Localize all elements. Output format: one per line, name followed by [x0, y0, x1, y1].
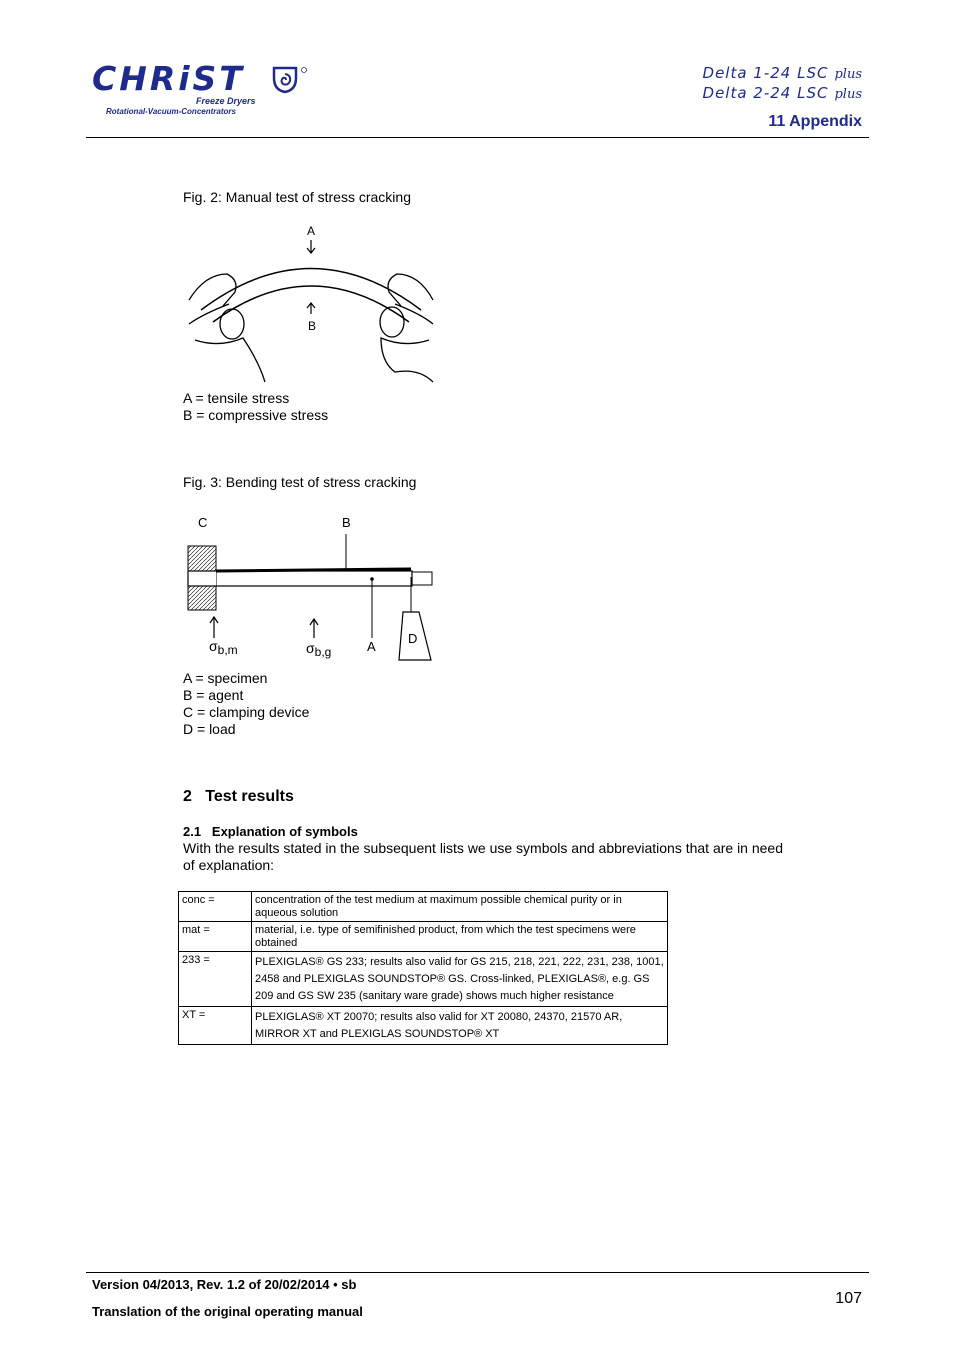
subsection-heading: 2.1 Explanation of symbols: [183, 824, 358, 839]
table-row: [179, 952, 668, 1007]
table-row: [179, 1007, 668, 1045]
intro-paragraph: With the results stated in the subsequent lists we use symbols and abbreviations that are in need of explanation:: [183, 840, 784, 873]
brand-tagline-1: Freeze Dryers: [196, 96, 256, 106]
symbol-value: PLEXIGLAS® GS 233; results also valid for GS 215, 218, 221, 222, 231, 238, 1001, 2458 and PLEXIGLAS SOUNDSTOP® GS. Cross-linked, PLEXIGLAS®, e.g. GS 209 and GS SW 235 (sanitary ware grade) shows much higher resistance: [252, 952, 668, 1007]
table-row: [179, 892, 668, 922]
fig3-label-d: D: [408, 631, 418, 646]
footer-divider: [86, 1272, 869, 1273]
fig2-caption: Fig. 2: Manual test of stress cracking: [183, 189, 411, 205]
fig3-legend: [183, 670, 309, 738]
brand-tagline-2: Rotational-Vacuum-Concentrators: [106, 107, 236, 116]
fig3-legend-d: D = load: [183, 721, 236, 737]
fig2-manual-test-illustration: [183, 222, 443, 388]
symbols-table: [178, 891, 668, 1045]
symbol-value: concentration of the test medium at maximum possible chemical purity or in aqueous solution: [252, 892, 668, 922]
fig3-legend-b: B = agent: [183, 687, 244, 703]
header-divider: [86, 137, 869, 138]
fig3-label-a: A: [367, 639, 376, 654]
symbol-key: 233 =: [179, 952, 252, 1007]
brand-logo: CHRiST: [92, 59, 245, 98]
footer-translation: Translation of the original operating manual: [92, 1304, 363, 1319]
fig2-legend-a: A = tensile stress: [183, 390, 290, 406]
fig3-label-c: C: [198, 515, 208, 530]
section-heading: 2 Test results: [183, 788, 294, 805]
table-row: [179, 922, 668, 952]
fig2-label-b: B: [308, 319, 317, 333]
symbol-value: material, i.e. type of semifinished product, from which the test specimens were obtained: [252, 922, 668, 952]
fig3-label-b: B: [342, 515, 351, 530]
fig3-sigma-bm: σb,m: [209, 638, 238, 657]
symbol-value: PLEXIGLAS® XT 20070; results also valid for XT 20080, 24370, 21570 AR, MIRROR XT and PLEXIGLAS SOUNDSTOP® XT: [252, 1007, 668, 1045]
section-title: 11 Appendix: [768, 113, 862, 130]
model-line-1: Delta 1-24 LSC plus: [702, 64, 862, 82]
fig3-legend-c: C = clamping device: [183, 704, 310, 720]
symbol-key: XT =: [179, 1007, 252, 1045]
symbol-key: mat =: [179, 922, 252, 952]
fig3-bending-test-illustration: [183, 510, 453, 665]
brand-mark-icon: [272, 66, 312, 94]
fig2-legend-b: B = compressive stress: [183, 407, 329, 423]
fig2-legend: [183, 390, 328, 424]
fig3-sigma-bg: σb,g: [306, 640, 332, 659]
symbol-key: conc =: [179, 892, 252, 922]
page-number: 107: [835, 1290, 862, 1307]
model-line-2: Delta 2-24 LSC plus: [702, 84, 862, 102]
fig3-caption: Fig. 3: Bending test of stress cracking: [183, 474, 417, 490]
footer-version: Version 04/2013, Rev. 1.2 of 20/02/2014 • sb: [92, 1277, 357, 1292]
fig2-label-a: A: [307, 224, 316, 238]
fig3-legend-a: A = specimen: [183, 670, 268, 686]
